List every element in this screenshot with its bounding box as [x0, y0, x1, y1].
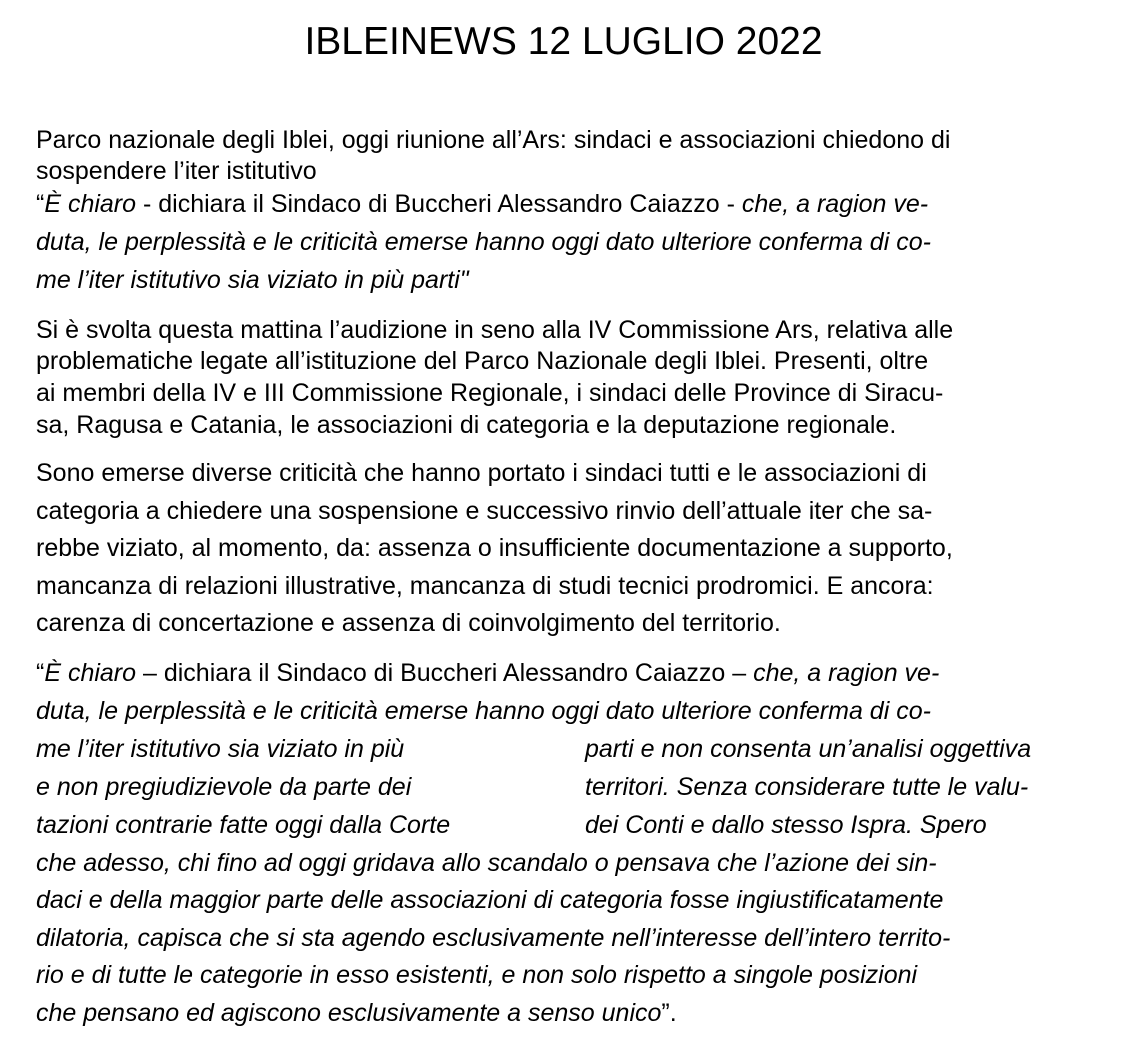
quote-close-mark: ”. [661, 999, 677, 1027]
paragraph-line: carenza di concertazione e assenza di coinvolgimento del territorio. [36, 609, 781, 637]
quote-open-mark: “ [36, 659, 45, 687]
split-line-right: parti e non consenta un’analisi oggettiva [585, 735, 1032, 763]
page-title: IBLEINEWS 12 LUGLIO 2022 [304, 20, 823, 63]
closing-quote-line: daci e della maggior parte delle associazioni di categoria fosse ingiustificatamente [36, 886, 944, 914]
quote-italic-text: che pensano ed agiscono esclusivamente a senso unico [36, 999, 662, 1027]
paragraph-line: Sono emerse diverse criticità che hanno portato i sindaci tutti e le associazioni di [36, 459, 927, 487]
split-line-left: tazioni contrarie fatte oggi dalla Corte [36, 811, 451, 839]
split-line-left: me l’iter istitutivo sia viziato in più [36, 735, 405, 763]
quote-italic-text: È chiaro [44, 659, 137, 687]
paragraph-line: sa, Ragusa e Catania, le associazioni di categoria e la deputazione regionale. [36, 411, 897, 439]
paragraph-line: problematiche legate all’istituzione del Parco Nazionale degli Iblei. Presenti, oltre [36, 347, 929, 375]
quote-open-mark: “ [36, 190, 45, 218]
split-line-right: dei Conti e dallo stesso Ispra. Spero [585, 811, 987, 839]
closing-quote-line [36, 655, 939, 691]
quote-italic-text: È chiaro [44, 190, 137, 218]
quote-italic-text: che, a ragion ve- [753, 659, 940, 687]
lead-quote-line: duta, le perplessità e le criticità emerse hanno oggi dato ulteriore conferma di co- [36, 228, 931, 256]
lead-quote-line: me l’iter istitutivo sia viziato in più parti" [36, 266, 469, 294]
closing-quote-line: duta, le perplessità e le criticità emerse hanno oggi dato ulteriore conferma di co- [36, 697, 931, 725]
lead-quote-line [36, 186, 928, 222]
paragraph-line: mancanza di relazioni illustrative, mancanza di studi tecnici prodromici. E ancora: [36, 572, 934, 600]
paragraph-line: ai membri della IV e III Commissione Regionale, i sindaci delle Province di Siracu- [36, 379, 944, 407]
headline-line: sospendere l’iter istitutivo [36, 157, 317, 185]
quote-attribution: - dichiara il Sindaco di Buccheri Alessandro Caiazzo - [136, 190, 742, 218]
quote-italic-text: che, a ragion ve- [741, 190, 929, 218]
closing-quote-line: rio e di tutte le categorie in esso esistenti, e non solo rispetto a singole posizioni [36, 961, 918, 989]
closing-quote-line [36, 995, 677, 1031]
paragraph-line: rebbe viziato, al momento, da: assenza o insufficiente documentazione a supporto, [36, 534, 953, 562]
split-line-left: e non pregiudizievole da parte dei [36, 773, 412, 801]
closing-quote-line: dilatoria, capisca che si sta agendo esclusivamente nell’interesse dell’intero territo- [36, 924, 951, 952]
quote-attribution: – dichiara il Sindaco di Buccheri Alessandro Caiazzo – [136, 659, 754, 687]
headline-line: Parco nazionale degli Iblei, oggi riunione all’Ars: sindaci e associazioni chiedono di [36, 126, 951, 154]
split-line-right: territori. Senza considerare tutte le valu- [585, 773, 1029, 801]
closing-quote-line: che adesso, chi fino ad oggi gridava allo scandalo o pensava che l’azione dei sin- [36, 849, 937, 877]
paragraph-line: Si è svolta questa mattina l’audizione in seno alla IV Commissione Ars, relativa alle [36, 316, 954, 344]
paragraph-line: categoria a chiedere una sospensione e successivo rinvio dell’attuale iter che sa- [36, 497, 933, 525]
